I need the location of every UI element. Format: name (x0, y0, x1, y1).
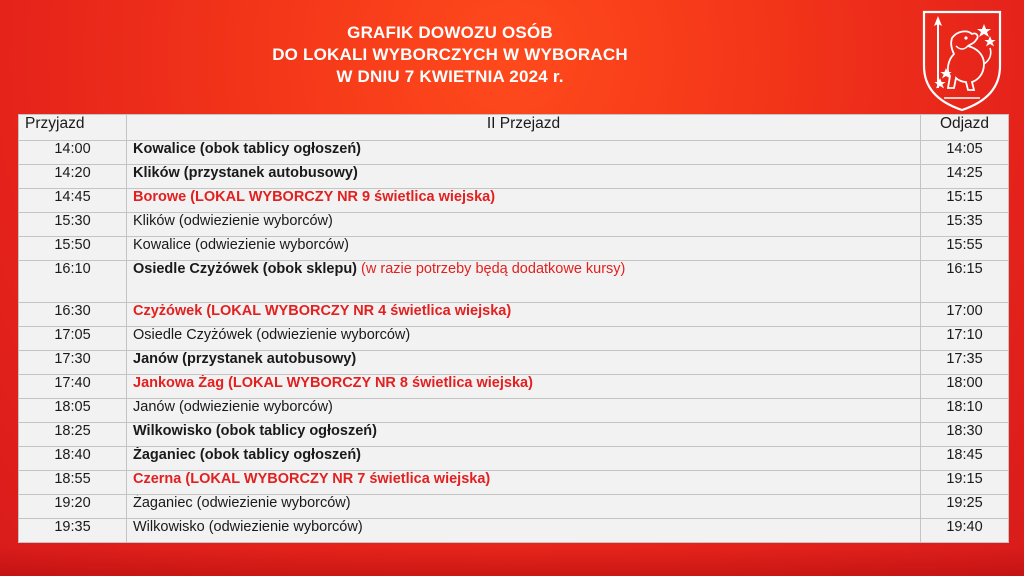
table-row (19, 189, 1009, 213)
table-row (19, 141, 1009, 165)
schedule-table (18, 114, 1009, 543)
title-line-2: DO LOKALI WYBORCZYCH W WYBORACH (272, 45, 628, 64)
stop-name: Żaganiec (odwiezienie wyborców) (127, 495, 921, 519)
arrival-time: 15:50 (19, 237, 127, 261)
stop-name: Klików (przystanek autobusowy) (127, 165, 921, 189)
arrival-time: 15:30 (19, 213, 127, 237)
arrival-time: 16:30 (19, 303, 127, 327)
header-arrival: Przyjazd (19, 115, 127, 141)
arrival-time: 17:05 (19, 327, 127, 351)
stop-name: Kowalice (odwiezienie wyborców) (127, 237, 921, 261)
stop-name: Kowalice (obok tablicy ogłoszeń) (127, 141, 921, 165)
departure-time: 18:00 (921, 375, 1009, 399)
table-row (19, 399, 1009, 423)
arrival-time: 16:10 (19, 261, 127, 303)
table-row (19, 237, 1009, 261)
arrival-time: 18:25 (19, 423, 127, 447)
stop-name-polling-station: Borowe (LOKAL WYBORCZY NR 9 świetlica wiejska) (127, 189, 921, 213)
stop-name: Osiedle Czyżówek (odwiezienie wyborców) (127, 327, 921, 351)
arrival-time: 18:40 (19, 447, 127, 471)
departure-time: 19:15 (921, 471, 1009, 495)
departure-time: 16:15 (921, 261, 1009, 303)
header-departure: Odjazd (921, 115, 1009, 141)
stop-note: (w razie potrzeby będą dodatkowe kursy) (361, 261, 626, 277)
departure-time: 18:45 (921, 447, 1009, 471)
table-row (19, 303, 1009, 327)
departure-time: 19:40 (921, 519, 1009, 543)
arrival-time: 14:20 (19, 165, 127, 189)
departure-time: 18:10 (921, 399, 1009, 423)
stop-name-polling-station: Jankowa Żag (LOKAL WYBORCZY NR 8 świetlica wiejska) (127, 375, 921, 399)
stop-name: Wilkowisko (obok tablicy ogłoszeń) (127, 423, 921, 447)
arrival-time: 14:00 (19, 141, 127, 165)
arrival-time: 17:40 (19, 375, 127, 399)
table-row (19, 519, 1009, 543)
departure-time: 15:55 (921, 237, 1009, 261)
coat-of-arms-icon (918, 8, 1006, 112)
table-row (19, 213, 1009, 237)
departure-time: 17:35 (921, 351, 1009, 375)
page-title (200, 22, 700, 88)
table-row (19, 471, 1009, 495)
table-row (19, 447, 1009, 471)
stop-name-polling-station: Czyżówek (LOKAL WYBORCZY NR 4 świetlica wiejska) (127, 303, 921, 327)
departure-time: 17:10 (921, 327, 1009, 351)
table-row (19, 351, 1009, 375)
table-row (19, 495, 1009, 519)
departure-time: 18:30 (921, 423, 1009, 447)
arrival-time: 18:05 (19, 399, 127, 423)
header-route: II Przejazd (127, 115, 921, 141)
table-row (19, 375, 1009, 399)
departure-time: 15:15 (921, 189, 1009, 213)
table-row (19, 327, 1009, 351)
title-line-3: W DNIU 7 KWIETNIA 2024 r. (336, 67, 564, 86)
stop-cell (127, 261, 921, 303)
background-stripe (0, 548, 1024, 576)
title-line-1: GRAFIK DOWOZU OSÓB (347, 23, 553, 42)
table-row (19, 261, 1009, 303)
arrival-time: 18:55 (19, 471, 127, 495)
arrival-time: 19:35 (19, 519, 127, 543)
table-header-row (19, 115, 1009, 141)
departure-time: 14:05 (921, 141, 1009, 165)
arrival-time: 17:30 (19, 351, 127, 375)
departure-time: 14:25 (921, 165, 1009, 189)
stop-name: Klików (odwiezienie wyborców) (127, 213, 921, 237)
stop-name: Janów (odwiezienie wyborców) (127, 399, 921, 423)
departure-time: 17:00 (921, 303, 1009, 327)
departure-time: 15:35 (921, 213, 1009, 237)
arrival-time: 19:20 (19, 495, 127, 519)
stop-name: Janów (przystanek autobusowy) (127, 351, 921, 375)
stop-name-polling-station: Czerna (LOKAL WYBORCZY NR 7 świetlica wiejska) (127, 471, 921, 495)
stop-name: Wilkowisko (odwiezienie wyborców) (127, 519, 921, 543)
table-row (19, 423, 1009, 447)
table-row (19, 165, 1009, 189)
stop-name: Żaganiec (obok tablicy ogłoszeń) (127, 447, 921, 471)
arrival-time: 14:45 (19, 189, 127, 213)
stop-name: Osiedle Czyżówek (obok sklepu) (133, 261, 357, 277)
departure-time: 19:25 (921, 495, 1009, 519)
